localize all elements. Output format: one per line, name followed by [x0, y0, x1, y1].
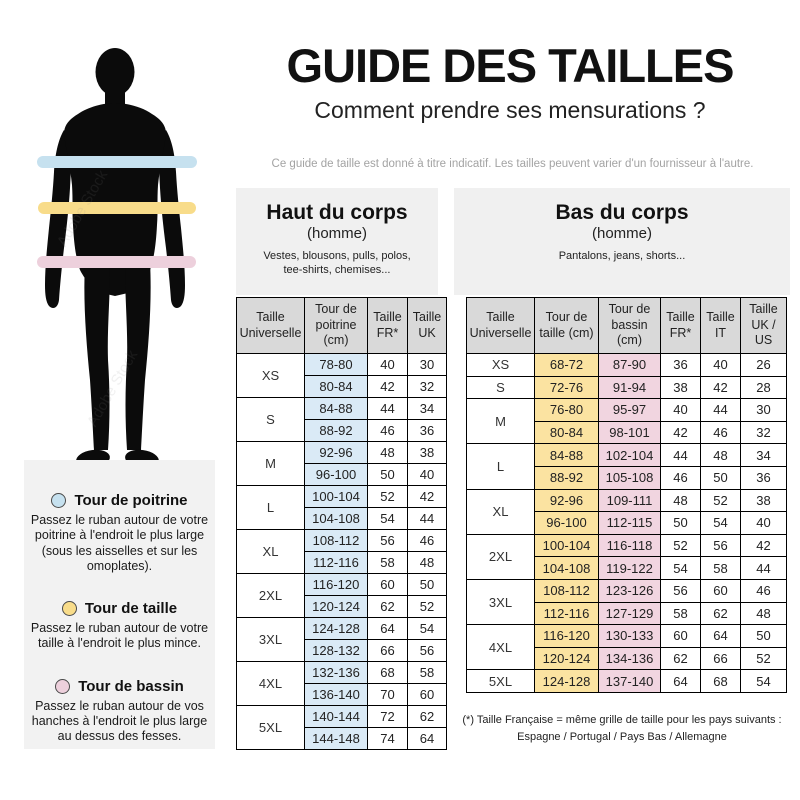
value-cell: 46 [368, 420, 408, 442]
size-cell: L [237, 486, 305, 530]
value-cell: 64 [368, 618, 408, 640]
value-cell: 127-129 [599, 602, 661, 625]
value-cell: 119-122 [599, 557, 661, 580]
value-cell: 68 [701, 670, 741, 693]
value-cell: 52 [661, 534, 701, 557]
table-row [467, 444, 787, 467]
value-cell: 60 [701, 579, 741, 602]
size-cell: 2XL [467, 534, 535, 579]
value-cell: 62 [408, 706, 447, 728]
legend-item-waist [24, 600, 215, 652]
section-garments: Pantalons, jeans, shorts... [558, 250, 686, 262]
value-cell: 26 [741, 354, 787, 377]
value-cell: 44 [741, 557, 787, 580]
value-cell: 134-136 [599, 647, 661, 670]
value-cell: 58 [368, 552, 408, 574]
value-cell: 30 [741, 399, 787, 422]
value-cell: 104-108 [535, 557, 599, 580]
value-cell: 58 [408, 662, 447, 684]
section-gender: (homme) [591, 225, 652, 242]
table-row [237, 398, 447, 420]
value-cell: 48 [661, 489, 701, 512]
value-cell: 34 [741, 444, 787, 467]
disclaimer-text: Ce guide de taille est donné à titre indicatif. Les tailles peuvent varier d'un fournisseur à l'autre. [271, 158, 754, 170]
column-header: Taille UK / US [741, 298, 787, 354]
size-cell: XS [237, 354, 305, 398]
value-cell: 52 [741, 647, 787, 670]
hips-color-dot-icon [55, 679, 70, 694]
section-garments: Vestes, blousons, pulls, polos, tee-shirts, chemises... [263, 250, 411, 277]
legend-title [24, 678, 215, 695]
column-header: Tour de poitrine (cm) [305, 298, 368, 354]
value-cell: 132-136 [305, 662, 368, 684]
column-header: Tour de taille (cm) [535, 298, 599, 354]
value-cell: 84-88 [535, 444, 599, 467]
size-cell: L [467, 444, 535, 489]
body-figure [0, 0, 235, 482]
value-cell: 76-80 [535, 399, 599, 422]
value-cell: 56 [408, 640, 447, 662]
value-cell: 48 [741, 602, 787, 625]
value-cell: 46 [661, 466, 701, 489]
value-cell: 137-140 [599, 670, 661, 693]
lower-body-size-table [466, 297, 787, 693]
header-row [467, 298, 787, 354]
value-cell: 60 [408, 684, 447, 706]
value-cell: 42 [701, 376, 741, 399]
silhouette-left-leg [84, 262, 110, 450]
value-cell: 124-128 [535, 670, 599, 693]
table-row [237, 442, 447, 464]
waist-band [38, 202, 196, 214]
value-cell: 74 [368, 728, 408, 750]
value-cell: 72 [368, 706, 408, 728]
table-row [467, 670, 787, 693]
value-cell: 112-116 [305, 552, 368, 574]
value-cell: 48 [701, 444, 741, 467]
value-cell: 68-72 [535, 354, 599, 377]
value-cell: 96-100 [535, 512, 599, 535]
value-cell: 100-104 [535, 534, 599, 557]
value-cell: 44 [701, 399, 741, 422]
value-cell: 44 [661, 444, 701, 467]
table-row [237, 618, 447, 640]
value-cell: 58 [701, 557, 741, 580]
value-cell: 120-124 [535, 647, 599, 670]
value-cell: 70 [368, 684, 408, 706]
value-cell: 52 [368, 486, 408, 508]
value-cell: 38 [408, 442, 447, 464]
value-cell: 32 [408, 376, 447, 398]
value-cell: 54 [368, 508, 408, 530]
measurement-legend [24, 460, 215, 749]
size-cell: M [467, 399, 535, 444]
value-cell: 54 [741, 670, 787, 693]
value-cell: 116-120 [305, 574, 368, 596]
table-row [237, 574, 447, 596]
value-cell: 116-118 [599, 534, 661, 557]
value-cell: 60 [368, 574, 408, 596]
value-cell: 100-104 [305, 486, 368, 508]
lower-body-section-header [454, 188, 790, 295]
value-cell: 50 [368, 464, 408, 486]
value-cell: 104-108 [305, 508, 368, 530]
value-cell: 102-104 [599, 444, 661, 467]
table-row [237, 706, 447, 728]
size-cell: S [467, 376, 535, 399]
value-cell: 68 [368, 662, 408, 684]
value-cell: 108-112 [305, 530, 368, 552]
value-cell: 36 [661, 354, 701, 377]
column-header: Taille Universelle [237, 298, 305, 354]
legend-title [24, 600, 215, 617]
value-cell: 56 [368, 530, 408, 552]
table-row [467, 354, 787, 377]
value-cell: 96-100 [305, 464, 368, 486]
value-cell: 123-126 [599, 579, 661, 602]
value-cell: 42 [661, 421, 701, 444]
value-cell: 28 [741, 376, 787, 399]
page-subtitle: Comment prendre ses mensurations ? [314, 96, 706, 123]
value-cell: 130-133 [599, 625, 661, 648]
value-cell: 109-111 [599, 489, 661, 512]
value-cell: 36 [408, 420, 447, 442]
value-cell: 30 [408, 354, 447, 376]
value-cell: 78-80 [305, 354, 368, 376]
table-row [237, 354, 447, 376]
value-cell: 52 [408, 596, 447, 618]
section-title: Haut du corps [266, 201, 408, 224]
table-row [237, 486, 447, 508]
legend-item-hips [24, 678, 215, 745]
value-cell: 112-116 [535, 602, 599, 625]
size-cell: 5XL [467, 670, 535, 693]
value-cell: 50 [701, 466, 741, 489]
table-row [237, 662, 447, 684]
footnote-line2: Espagne / Portugal / Pays Bas / Allemagne [517, 730, 727, 743]
value-cell: 44 [408, 508, 447, 530]
hips-band [37, 256, 196, 268]
value-cell: 52 [701, 489, 741, 512]
size-cell: 2XL [237, 574, 305, 618]
value-cell: 38 [661, 376, 701, 399]
value-cell: 112-115 [599, 512, 661, 535]
value-cell: 60 [661, 625, 701, 648]
value-cell: 120-124 [305, 596, 368, 618]
size-cell: 3XL [467, 579, 535, 624]
column-header: Taille Universelle [467, 298, 535, 354]
value-cell: 84-88 [305, 398, 368, 420]
value-cell: 64 [701, 625, 741, 648]
value-cell: 88-92 [305, 420, 368, 442]
value-cell: 62 [701, 602, 741, 625]
silhouette-right-leg [125, 262, 151, 450]
upper-body-section-header [236, 188, 438, 295]
value-cell: 87-90 [599, 354, 661, 377]
table-row [467, 376, 787, 399]
value-cell: 40 [701, 354, 741, 377]
chest-band [37, 156, 197, 168]
value-cell: 54 [701, 512, 741, 535]
value-cell: 46 [701, 421, 741, 444]
value-cell: 80-84 [305, 376, 368, 398]
value-cell: 136-140 [305, 684, 368, 706]
watermark-text: Adobe Stock [83, 347, 142, 430]
value-cell: 34 [408, 398, 447, 420]
header [230, 40, 790, 124]
value-cell: 54 [408, 618, 447, 640]
table-row [467, 579, 787, 602]
value-cell: 144-148 [305, 728, 368, 750]
section-title: Bas du corps [555, 201, 689, 224]
value-cell: 95-97 [599, 399, 661, 422]
size-cell: XS [467, 354, 535, 377]
table-row [467, 534, 787, 557]
value-cell: 46 [741, 579, 787, 602]
upper-body-size-table [236, 297, 447, 750]
size-cell: 4XL [237, 662, 305, 706]
value-cell: 62 [661, 647, 701, 670]
value-cell: 32 [741, 421, 787, 444]
chest-color-dot-icon [51, 493, 66, 508]
value-cell: 64 [408, 728, 447, 750]
value-cell: 98-101 [599, 421, 661, 444]
size-cell: S [237, 398, 305, 442]
value-cell: 66 [701, 647, 741, 670]
legend-label: Tour de taille [84, 600, 178, 617]
value-cell: 48 [408, 552, 447, 574]
legend-description: Passez le ruban autour de votre taille à l'endroit le plus mince. [30, 621, 209, 651]
value-cell: 36 [741, 466, 787, 489]
value-cell: 42 [368, 376, 408, 398]
value-cell: 56 [661, 579, 701, 602]
value-cell: 56 [701, 534, 741, 557]
header-row [237, 298, 447, 354]
value-cell: 50 [661, 512, 701, 535]
value-cell: 124-128 [305, 618, 368, 640]
value-cell: 92-96 [535, 489, 599, 512]
value-cell: 80-84 [535, 421, 599, 444]
value-cell: 128-132 [305, 640, 368, 662]
value-cell: 40 [741, 512, 787, 535]
size-cell: 4XL [467, 625, 535, 670]
size-cell: 5XL [237, 706, 305, 750]
value-cell: 66 [368, 640, 408, 662]
value-cell: 108-112 [535, 579, 599, 602]
size-cell: XL [237, 530, 305, 574]
footnote [454, 712, 790, 745]
value-cell: 116-120 [535, 625, 599, 648]
legend-title [24, 492, 215, 509]
footnote-line1: (*) Taille Française = même grille de taille pour les pays suivants : [462, 714, 782, 726]
value-cell: 40 [368, 354, 408, 376]
size-cell: XL [467, 489, 535, 534]
value-cell: 105-108 [599, 466, 661, 489]
value-cell: 42 [741, 534, 787, 557]
value-cell: 42 [408, 486, 447, 508]
value-cell: 64 [661, 670, 701, 693]
column-header: Taille FR* [661, 298, 701, 354]
section-gender: (homme) [306, 225, 367, 242]
value-cell: 92-96 [305, 442, 368, 464]
value-cell: 44 [368, 398, 408, 420]
column-header: Tour de bassin (cm) [599, 298, 661, 354]
legend-description: Passez le ruban autour de vos hanches à l'endroit le plus large au dessus des fesses. [31, 698, 208, 743]
legend-label: Tour de bassin [78, 677, 184, 695]
table-row [467, 489, 787, 512]
body-silhouette [0, 0, 235, 482]
table-row [237, 530, 447, 552]
column-header: Taille FR* [368, 298, 408, 354]
value-cell: 62 [368, 596, 408, 618]
value-cell: 40 [661, 399, 701, 422]
size-cell: M [237, 442, 305, 486]
value-cell: 58 [661, 602, 701, 625]
page-title: GUIDE DES TAILLES [286, 39, 734, 92]
size-cell: 3XL [237, 618, 305, 662]
legend-label: Tour de poitrine [74, 492, 188, 509]
value-cell: 38 [741, 489, 787, 512]
value-cell: 46 [408, 530, 447, 552]
waist-color-dot-icon [62, 601, 77, 616]
value-cell: 88-92 [535, 466, 599, 489]
value-cell: 40 [408, 464, 447, 486]
value-cell: 140-144 [305, 706, 368, 728]
legend-item-chest [24, 492, 215, 574]
column-header: Taille IT [701, 298, 741, 354]
value-cell: 50 [741, 625, 787, 648]
value-cell: 72-76 [535, 376, 599, 399]
table-row [467, 399, 787, 422]
value-cell: 48 [368, 442, 408, 464]
value-cell: 91-94 [599, 376, 661, 399]
column-header: Taille UK [408, 298, 447, 354]
legend-description: Passez le ruban autour de votre poitrine à l'endroit le plus large (sous les aisselles et sur les omoplates). [30, 513, 209, 573]
value-cell: 54 [661, 557, 701, 580]
value-cell: 50 [408, 574, 447, 596]
table-row [467, 625, 787, 648]
